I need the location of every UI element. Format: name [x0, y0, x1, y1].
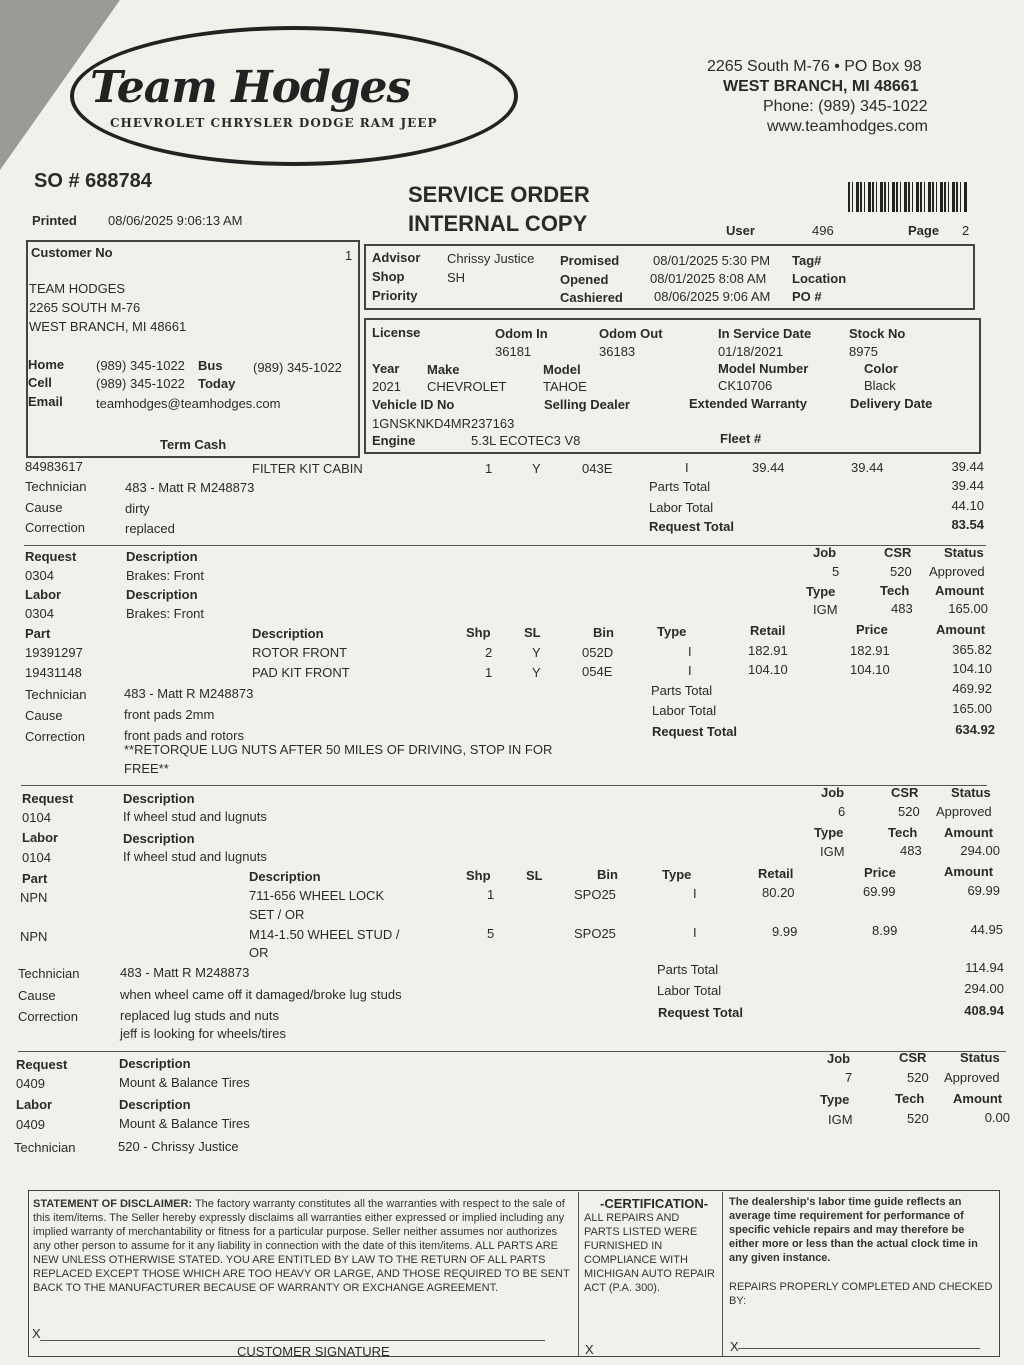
logo-text: Team Hodges [90, 62, 411, 113]
job6-job-label: Job [821, 785, 845, 800]
job5-req-desc-label: Description [126, 549, 198, 564]
job7-lamount: 0.00 [984, 1110, 1010, 1125]
job6-type-label: Type [814, 825, 844, 840]
job5-sl-label: SL [524, 625, 541, 640]
job5-part1-sl: Y [532, 645, 541, 660]
job7-req-desc-label: Description [119, 1056, 191, 1071]
job5-part2-amount: 104.10 [952, 661, 992, 676]
job6-bin-label: Bin [597, 867, 618, 882]
term: Term Cash [160, 437, 227, 452]
delivery-label: Delivery Date [850, 396, 933, 411]
home-label: Home [28, 357, 65, 372]
prev-price: 39.44 [851, 460, 884, 475]
job6-part1-desc: 711-656 WHEEL LOCK [249, 888, 385, 903]
job5-amount-label: Amount [935, 583, 985, 598]
job7-tech-label: Tech [895, 1091, 925, 1106]
customer-street: 2265 SOUTH M-76 [29, 300, 141, 315]
job6-tech: 483 [900, 843, 922, 858]
prev-labor-total: 44.10 [951, 498, 984, 513]
job5-ltype: IGM [813, 602, 838, 617]
engine-label: Engine [372, 433, 416, 448]
bus-label: Bus [198, 358, 223, 373]
prev-labor-total-label: Labor Total [649, 500, 714, 515]
job5-status-label: Status [944, 545, 984, 560]
job6-part2-desc: M14-1.50 WHEEL STUD / [249, 927, 400, 942]
job5-parts-total: 469.92 [952, 681, 992, 696]
job6-labor-desc: If wheel stud and lugnuts [123, 849, 267, 864]
model-no-label: Model Number [718, 361, 809, 376]
job6-part2-retail: 9.99 [772, 924, 798, 939]
job5-cause-label: Cause [25, 708, 63, 723]
user-value: 496 [812, 223, 834, 238]
job6-part2-amount: 44.95 [970, 922, 1003, 937]
job7-status: Approved [944, 1070, 1000, 1085]
home-value: (989) 345-1022 [96, 358, 185, 373]
job6-part1-type: I [693, 886, 697, 901]
disclaimer [33, 1197, 571, 1295]
job5-labor-total-label: Labor Total [652, 703, 717, 718]
job5-part2-shp: 1 [485, 665, 493, 680]
job7-technician-label: Technician [14, 1140, 76, 1155]
so-number: SO # 688784 [34, 170, 152, 192]
job5-part1-no: 19391297 [25, 645, 83, 660]
prev-cause-label: Cause [25, 500, 63, 515]
job6-part2-type: I [693, 925, 697, 940]
job6-corr2: jeff is looking for wheels/tires [120, 1026, 286, 1041]
customer-no-value: 1 [345, 248, 353, 263]
job6-req-desc: If wheel stud and lugnuts [123, 809, 267, 824]
job5-price-label: Price [856, 622, 888, 637]
prev-tech-value: 483 - Matt R M248873 [125, 480, 255, 495]
advisor-value: Chrissy Justice [447, 251, 535, 266]
job6-sl-label: SL [526, 868, 543, 883]
email-value: teamhodges@teamhodges.com [96, 396, 281, 411]
labor-time-note: The dealership's labor time guide reflects an average time requirement for performance of specific vehicle repairs and may therefore be either more or less than the actual clock time in any given instance. [729, 1196, 978, 1264]
odom-in-label: Odom In [495, 326, 548, 341]
job5-part2-no: 19431148 [25, 665, 82, 680]
job6-labor-total: 294.00 [964, 981, 1004, 996]
job5-corr1: front pads and rotors [124, 728, 244, 743]
job5-part1-shp: 2 [485, 645, 493, 660]
job7-req-code: 0409 [16, 1076, 45, 1091]
job6-labor-total-label: Labor Total [657, 983, 722, 998]
job7-ltype: IGM [828, 1112, 853, 1127]
shop-label: Shop [372, 269, 405, 284]
job7-labor-desc: Mount & Balance Tires [119, 1116, 250, 1131]
job5-tech: 483 [891, 601, 913, 616]
job5-labor-label: Labor [25, 587, 62, 602]
job5-request-label: Request [25, 549, 77, 564]
customer-signature-line [40, 1340, 545, 1341]
prev-bin: 043E [582, 461, 613, 476]
job7-technician: 520 - Chrissy Justice [118, 1139, 239, 1154]
job6-part1-no: NPN [20, 890, 48, 905]
prev-type: I [685, 460, 689, 475]
promised-label: Promised [560, 253, 620, 268]
job6-part1-desc2: SET / OR [249, 907, 305, 922]
job6-pdesc-label: Description [249, 869, 321, 884]
page-value: 2 [962, 223, 970, 238]
prev-sl: Y [532, 461, 541, 476]
prev-request-total-label: Request Total [649, 519, 734, 534]
job5-labor-desc: Brakes: Front [126, 606, 205, 621]
job6-tech-label: Tech [888, 825, 918, 840]
job5-part1-bin: 052D [582, 645, 614, 660]
prev-retail: 39.44 [752, 460, 785, 475]
make-label: Make [427, 362, 460, 377]
job7-amount-label: Amount [953, 1091, 1003, 1106]
job7-tech: 520 [907, 1111, 929, 1126]
customer-name: TEAM HODGES [29, 281, 126, 296]
opened-value: 08/01/2025 8:08 AM [650, 271, 767, 286]
dealer-address2: WEST BRANCH, MI 48661 [723, 78, 919, 95]
job6-technician: 483 - Matt R M248873 [120, 965, 250, 980]
job5-tech-label: Tech [880, 583, 910, 598]
certification-text: ALL REPAIRS AND PARTS LISTED WERE FURNISHED IN COMPLIANCE WITH MICHIGAN AUTO REPAIR ACT (P.A. 300). [584, 1212, 716, 1294]
job5-ptype-label: Type [657, 624, 687, 639]
job7-req-desc: Mount & Balance Tires [119, 1075, 250, 1090]
user-label: User [726, 223, 755, 238]
job7-type-label: Type [820, 1092, 850, 1107]
model-value: TAHOE [543, 379, 587, 394]
year-value: 2021 [372, 379, 401, 394]
job5-type-label: Type [806, 584, 836, 599]
cell-value: (989) 345-1022 [96, 376, 185, 391]
job6-labor-code: 0104 [22, 850, 51, 865]
prev-parts-total-label: Parts Total [649, 479, 711, 494]
opened-label: Opened [560, 272, 609, 287]
job5-csr-label: CSR [884, 545, 912, 560]
job6-part2-desc2: OR [249, 945, 269, 960]
job6-status-label: Status [951, 785, 991, 800]
job5-pdesc-label: Description [252, 626, 324, 641]
job6-lamount: 294.00 [960, 843, 1000, 858]
job5-technician: 483 - Matt R M248873 [124, 686, 254, 701]
customer-box [26, 240, 360, 458]
year-label: Year [372, 361, 400, 376]
divider-job7 [18, 1051, 1006, 1052]
job6-part1-shp: 1 [487, 887, 495, 902]
cashiered-label: Cashiered [560, 290, 623, 305]
job5-part2-desc: PAD KIT FRONT [252, 665, 350, 680]
bus-value: (989) 345-1022 [253, 360, 342, 375]
shop-value: SH [447, 270, 466, 285]
dealer-phone: Phone: (989) 345-1022 [763, 98, 928, 115]
in-service-value: 01/18/2021 [718, 344, 784, 359]
job5-part1-desc: ROTOR FRONT [252, 645, 348, 660]
job6-part-label: Part [22, 871, 48, 886]
job6-part2-price: 8.99 [872, 923, 898, 938]
sig-x-cert: X [585, 1342, 594, 1357]
odom-out-label: Odom Out [599, 326, 663, 341]
warranty-label: Extended Warranty [689, 396, 807, 411]
job5-part2-bin: 054E [582, 664, 613, 679]
doc-title: SERVICE ORDER [408, 182, 590, 207]
make-value: CHEVROLET [427, 379, 507, 394]
job6-price-label: Price [864, 865, 896, 880]
job7-request-label: Request [16, 1057, 68, 1072]
doc-subtitle: INTERNAL COPY [408, 211, 588, 236]
job5-part-label: Part [25, 626, 51, 641]
job6-csr-label: CSR [891, 785, 919, 800]
prev-part-desc: FILTER KIT CABIN [252, 461, 363, 476]
job6-corr1: replaced lug studs and nuts [120, 1008, 279, 1023]
fleet-label: Fleet # [720, 431, 762, 446]
job5-retail-label: Retail [750, 623, 786, 638]
job5-request-total: 634.92 [955, 722, 995, 737]
po-label: PO # [792, 289, 822, 304]
vin-label: Vehicle ID No [372, 397, 455, 412]
job6-part1-amount: 69.99 [967, 883, 1000, 898]
tag-label: Tag# [792, 253, 822, 268]
job6-status: Approved [936, 804, 992, 819]
job5-status: Approved [929, 564, 985, 579]
email-label: Email [28, 394, 63, 409]
cashiered-value: 08/06/2025 9:06 AM [654, 289, 771, 304]
job6-labor-desc-label: Description [123, 831, 195, 846]
job5-bin-label: Bin [593, 625, 614, 640]
job5-lamount: 165.00 [948, 601, 988, 616]
prev-parts-total: 39.44 [951, 478, 984, 493]
disclaimer-head: STATEMENT OF DISCLAIMER: [33, 1198, 193, 1210]
disclaimer-text: The factory warranty constitutes all the warranties with respect to the sale of this item/items. The Seller hereby expressly disclaims all warranties either expressed or implied including any implied warranty of merchantability or fitness for a particular purpose. Seller neither assumes nor authorizes any other person to assume for it any liability in connection with the date of this item/items. ALL PARTS ARE NEW UNLESS OTHERWISE STATED. YOU ARE ENTITLED BY LAW TO THE RETURN OF ALL PARTS REPLACED EXCEPT THOSE WHICH ARE TOO HEAVY OR LARGE, AND THOSE REQUIRED TO BE SENT BACK TO THE MANUFACTURER BECAUSE OF WARRANTY OR EXCHANGE AGREEMENT. [33, 1198, 570, 1294]
footer-divider-2 [722, 1192, 723, 1357]
job7-labor-desc-label: Description [119, 1097, 191, 1112]
job5-part2-sl: Y [532, 665, 541, 680]
model-no-value: CK10706 [718, 378, 773, 393]
job5-parts-total-label: Parts Total [651, 683, 713, 698]
job5-labor-desc-label: Description [126, 587, 198, 602]
job6-csr: 520 [898, 804, 920, 819]
printed-value: 08/06/2025 9:06:13 AM [108, 213, 243, 228]
job6-part1-price: 69.99 [863, 884, 896, 899]
customer-city: WEST BRANCH, MI 48661 [29, 319, 187, 334]
job6-part2-no: NPN [20, 929, 48, 944]
job5-corr3: FREE** [124, 761, 169, 776]
model-label: Model [543, 362, 581, 377]
job5-labor-total: 165.00 [952, 701, 992, 716]
job6-part1-retail: 80.20 [762, 885, 795, 900]
job5-pamount-label: Amount [936, 622, 986, 637]
selling-dealer-label: Selling Dealer [544, 397, 630, 412]
license-label: License [372, 325, 421, 340]
job6-request-label: Request [22, 791, 74, 806]
sig-x-customer: X [32, 1326, 41, 1341]
job5-job: 5 [832, 564, 840, 579]
checked-signature-line [738, 1348, 980, 1349]
job6-pamount-label: Amount [944, 864, 994, 879]
prev-cause-value: dirty [125, 501, 150, 516]
odom-out-value: 36183 [599, 344, 636, 359]
logo-brands: CHEVROLET CHRYSLER DODGE RAM JEEP [110, 116, 438, 130]
job5-req-code: 0304 [25, 568, 54, 583]
job5-part2-price: 104.10 [850, 662, 890, 677]
job5-corr2: **RETORQUE LUG NUTS AFTER 50 MILES OF DRIVING, STOP IN FOR [124, 742, 553, 757]
job5-part1-amount: 365.82 [952, 642, 992, 657]
job6-retail-label: Retail [758, 866, 794, 881]
divider-job5 [24, 545, 986, 546]
job5-job-label: Job [813, 545, 837, 560]
vin-value: 1GNSKNKD4MR237163 [372, 416, 515, 431]
job5-correction-label: Correction [25, 729, 85, 744]
engine-value: 5.3L ECOTEC3 V8 [471, 433, 581, 448]
job6-part2-bin: SPO25 [574, 926, 616, 941]
job6-labor-label: Labor [22, 830, 59, 845]
job5-csr: 520 [890, 564, 912, 579]
job6-cause: when wheel came off it damaged/broke lug studs [120, 987, 402, 1002]
prev-amount: 39.44 [951, 459, 984, 474]
job6-cause-label: Cause [18, 988, 56, 1003]
prev-part-no: 84983617 [25, 459, 83, 474]
in-service-label: In Service Date [718, 326, 812, 341]
priority-label: Priority [372, 288, 418, 303]
color-value: Black [864, 378, 896, 393]
advisor-label: Advisor [372, 250, 421, 265]
customer-signature-label: CUSTOMER SIGNATURE [237, 1344, 390, 1359]
job5-part2-type: I [688, 663, 692, 678]
prev-corr-label: Correction [25, 520, 85, 535]
job7-csr: 520 [907, 1070, 929, 1085]
prev-corr-value: replaced [125, 521, 175, 536]
footer-divider-1 [578, 1192, 579, 1357]
job6-req-desc-label: Description [123, 791, 195, 806]
job5-technician-label: Technician [25, 687, 87, 702]
customer-no-label: Customer No [31, 245, 113, 260]
job6-job: 6 [838, 804, 846, 819]
job6-correction-label: Correction [18, 1009, 78, 1024]
job6-parts-total: 114.94 [965, 960, 1004, 975]
job5-part2-retail: 104.10 [748, 662, 788, 677]
prev-request-total: 83.54 [951, 517, 984, 532]
job6-part1-bin: SPO25 [574, 887, 616, 902]
job6-req-code: 0104 [22, 810, 51, 825]
job7-status-label: Status [960, 1050, 1000, 1065]
prev-tech-label: Technician [25, 479, 87, 494]
job7-csr-label: CSR [899, 1050, 927, 1065]
stock-value: 8975 [849, 344, 878, 359]
job6-parts-total-label: Parts Total [657, 962, 719, 977]
odom-in-value: 36181 [495, 344, 532, 359]
job6-part2-shp: 5 [487, 926, 495, 941]
sig-x-checked: X [730, 1339, 739, 1354]
location-label: Location [792, 271, 847, 286]
prev-shp: 1 [485, 461, 493, 476]
job6-technician-label: Technician [18, 966, 80, 981]
promised-value: 08/01/2025 5:30 PM [653, 253, 771, 268]
barcode [848, 182, 968, 212]
job7-labor-label: Labor [16, 1097, 53, 1112]
job5-part1-retail: 182.91 [748, 643, 788, 658]
job5-labor-code: 0304 [25, 606, 54, 621]
job5-req-desc: Brakes: Front [126, 568, 205, 583]
job5-part1-type: I [688, 644, 692, 659]
job6-ptype-label: Type [662, 867, 692, 882]
job5-part1-price: 182.91 [850, 643, 890, 658]
job6-request-total: 408.94 [964, 1003, 1004, 1018]
checked-by: REPAIRS PROPERLY COMPLETED AND CHECKED BY: [729, 1281, 993, 1307]
certification-head: -CERTIFICATION- [600, 1196, 709, 1211]
job5-request-total-label: Request Total [652, 724, 737, 739]
dealer-website: www.teamhodges.com [767, 118, 928, 135]
today-label: Today [198, 376, 236, 391]
dealer-address1: 2265 South M-76 • PO Box 98 [707, 58, 922, 75]
cell-label: Cell [28, 375, 52, 390]
job6-ltype: IGM [820, 844, 845, 859]
job6-request-total-label: Request Total [658, 1005, 743, 1020]
stock-label: Stock No [849, 326, 906, 341]
job7-labor-code: 0409 [16, 1117, 45, 1132]
job6-amount-label: Amount [944, 825, 994, 840]
job5-shp-label: Shp [466, 625, 491, 640]
job6-shp-label: Shp [466, 868, 491, 883]
color-label: Color [864, 361, 898, 376]
job5-cause: front pads 2mm [124, 707, 215, 722]
printed-label: Printed [32, 213, 77, 228]
job7-job: 7 [845, 1070, 853, 1085]
job7-job-label: Job [827, 1051, 851, 1066]
page-label: Page [908, 223, 940, 238]
